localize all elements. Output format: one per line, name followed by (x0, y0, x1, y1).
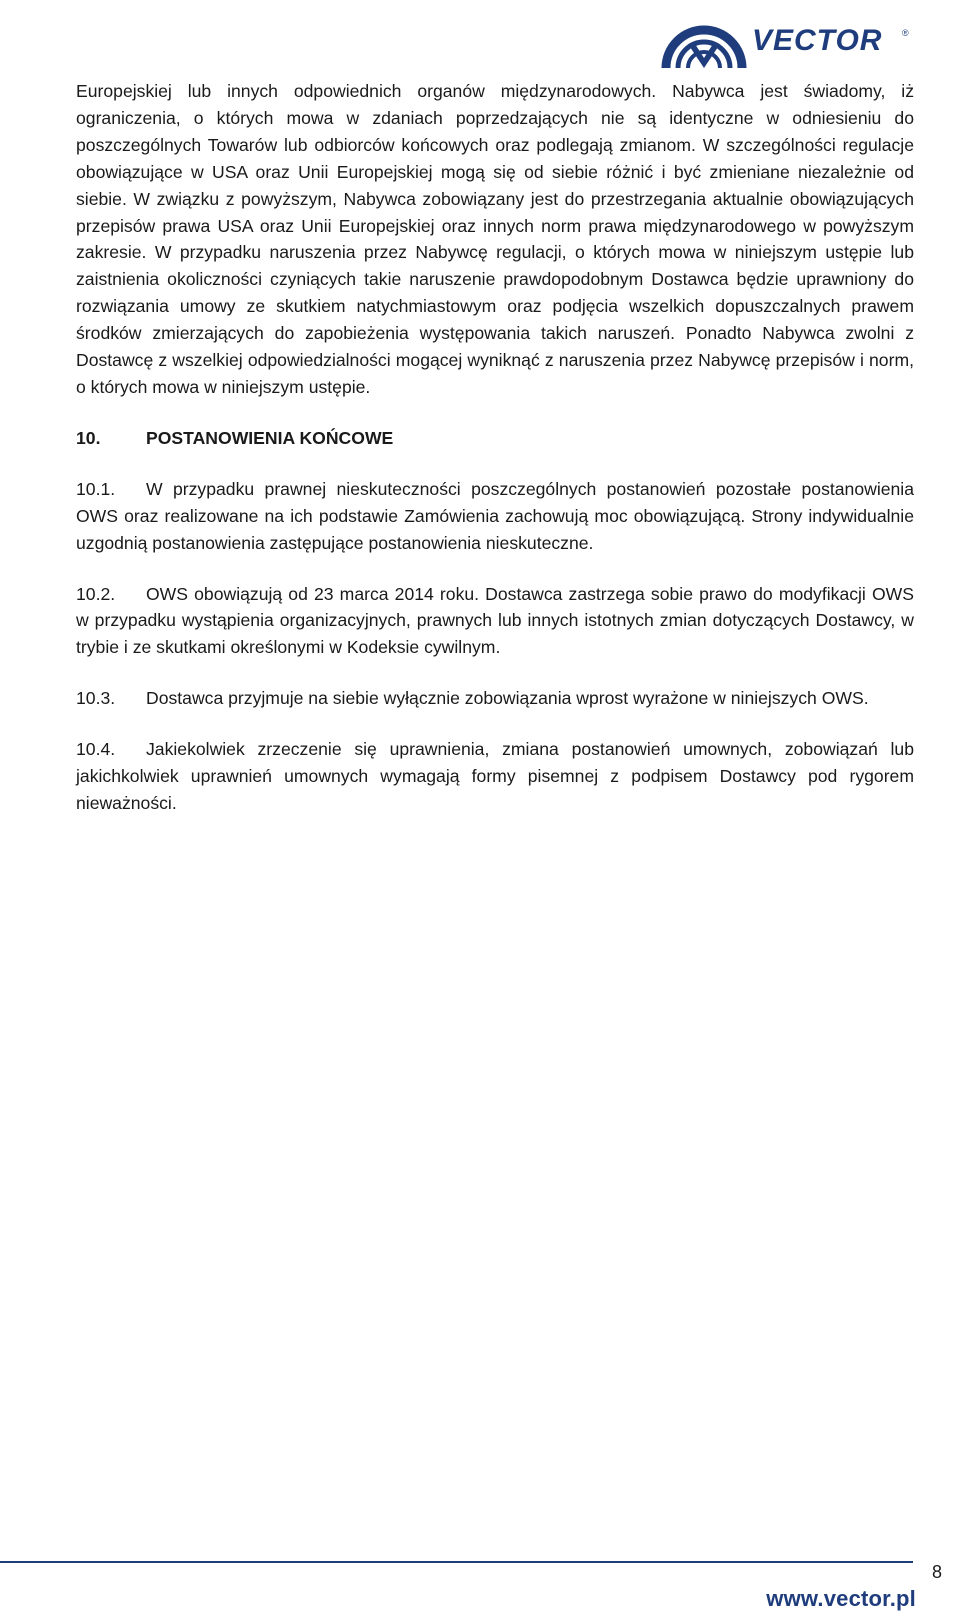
section-title: POSTANOWIENIA KOŃCOWE (146, 427, 394, 448)
section-number: 10. (76, 427, 101, 448)
clause-text: Dostawca przyjmuje na siebie wyłącznie zobowiązania wprost wyrażone w niniejszych OWS. (146, 688, 869, 709)
footer-website-link[interactable]: www.vector.pl (766, 1586, 916, 1611)
registered-mark-icon: ® (902, 28, 909, 38)
clause-number: 10.3. (76, 688, 116, 709)
clause-number: 10.1. (76, 478, 116, 499)
clause-10-3 (76, 685, 914, 712)
intro-paragraph: Europejskiej lub innych odpowiednich organów międzynarodowych. Nabywca jest świadomy, iż ograniczenia, o których mowa w zdaniach poprzedzających nie są identyczne w odniesieniu do poszczególnych Towarów lub odbiorców końcowych oraz podlegają zmianom. W szczególności regulacje obowiązujące w USA oraz Unii Europejskiej mogą się od siebie różnić i być zmieniane niezależnie od siebie. W związku z powyższym, Nabywca zobowiązany jest do przestrzegania aktualnie obowiązujących przepisów prawa USA oraz Unii Europejskiej oraz innych norm prawa międzynarodowego w powyższym zakresie. W przypadku naruszenia przez Nabywcę regulacji, o których mowa w niniejszym ustępie lub zaistnienia okoliczności czyniących takie naruszenie prawdopodobnym Dostawca będzie uprawniony do rozwiązania umowy ze skutkiem natychmiastowym oraz podjęcia wszelkich dopuszczalnych prawem środków zmierzających do zapobieżenia występowania takich naruszeń. Ponadto Nabywca zwolni z Dostawcę z wszelkiej odpowiedzialności mogącej wyniknąć z naruszenia przez Nabywcę przepisów i norm, o których mowa w niniejszym ustępie. (76, 81, 914, 397)
clause-text: OWS obowiązują od 23 marca 2014 roku. Dostawca zastrzega sobie prawo do modyfikacji OWS w przypadku wystąpienia organizacyjnych, prawnych lub innych istotnych zmian dotyczących Dostawcy, w trybie i ze skutkami określonymi w Kodeksie cywilnym. (76, 583, 914, 658)
clause-number: 10.2. (76, 583, 116, 604)
clause-text: W przypadku prawnej nieskuteczności poszczególnych postanowień pozostałe postanowienia OWS oraz realizowane na ich podstawie Zamówienia zachowują moc obowiązującą. Strony indywidualnie uzgodnią postanowienia zastępujące postanowienia nieskuteczne. (76, 478, 914, 553)
logo-wordmark: VECTOR (752, 24, 883, 57)
clause-10-2 (76, 581, 914, 662)
vector-logo (660, 6, 920, 68)
page-number: 8 (931, 1562, 942, 1582)
footer-divider (0, 1561, 913, 1563)
document-body (76, 78, 914, 841)
clause-10-4 (76, 736, 914, 817)
clause-text: Jakiekolwiek zrzeczenie się uprawnienia, zmiana postanowień umownych, zobowiązań lub jakichkolwiek uprawnień umownych wymagają formy pisemnej z podpisem Dostawcy pod rygorem nieważności. (76, 739, 914, 813)
section-heading (76, 425, 914, 452)
clause-10-1 (76, 476, 914, 557)
clause-number: 10.4. (76, 739, 116, 760)
